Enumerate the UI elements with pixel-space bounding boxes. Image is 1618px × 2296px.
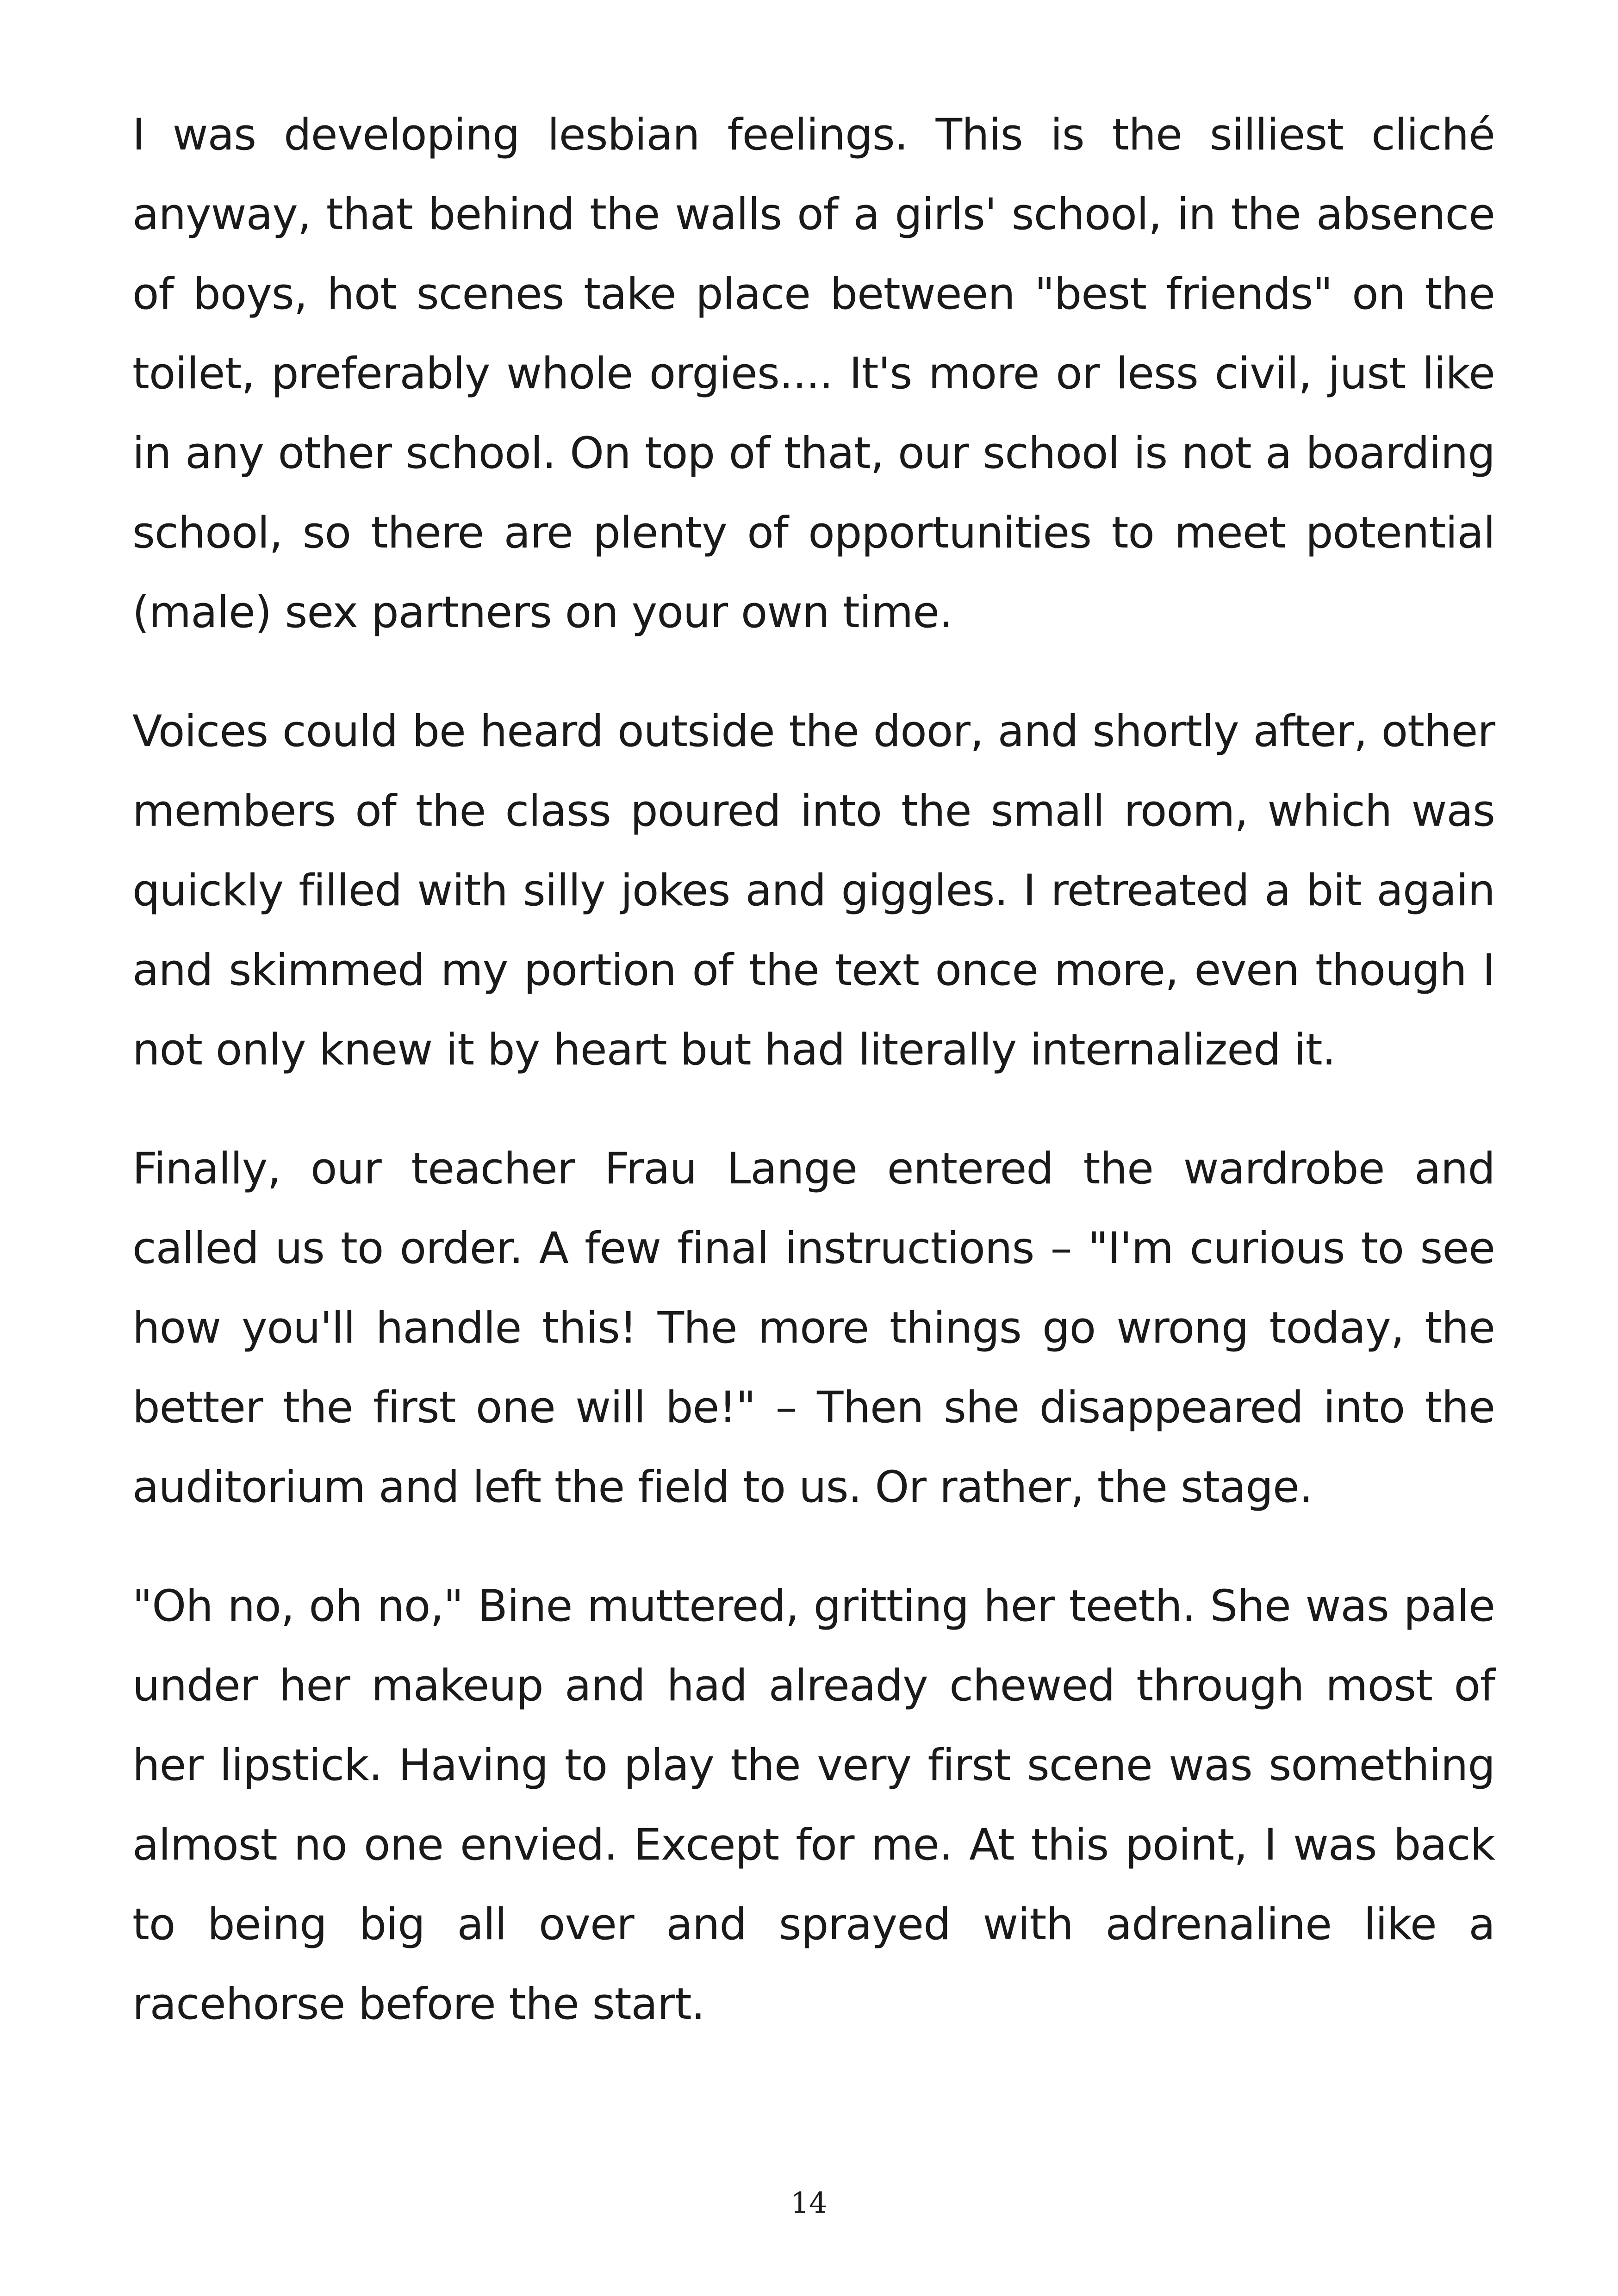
paragraph-4: "Oh no, oh no," Bine muttered, gritting her teeth. She was pale under her makeup and had already chewed through most of her lipstick. Having to play the very first scene was something almost no one envied. Except for me. At this point, I was back to being big all over and sprayed with adrenaline like a racehorse before the start. (132, 1581, 1495, 2029)
paragraph-1: I was developing lesbian feelings. This is the silliest cliché anyway, that behind the walls of a girls' school, in the absence of boys, hot scenes take place between "best friends" on the toilet, preferably whole orgies.... It's more or less civil, just like in any other school. On top of that, our school is not a boarding school, so there are plenty of opportunities to meet potential (male) sex partners on your own time. (132, 110, 1495, 638)
body-text (132, 95, 1495, 2084)
paragraph-2: Voices could be heard outside the door, and shortly after, other members of the class poured into the small room, which was quickly filled with silly jokes and giggles. I retreated a bit again and skimmed my portion of the text once more, even though I not only knew it by heart but had literally internalized it. (132, 706, 1495, 1075)
paragraph-3: Finally, our teacher Frau Lange entered the wardrobe and called us to order. A few final instructions – "I'm curious to see how you'll handle this! The more things go wrong today, the better the first one will be!" – Then she disappeared into the auditorium and left the field to us. Or rather, the stage. (132, 1144, 1495, 1512)
page-number: 14 (790, 2186, 828, 2220)
